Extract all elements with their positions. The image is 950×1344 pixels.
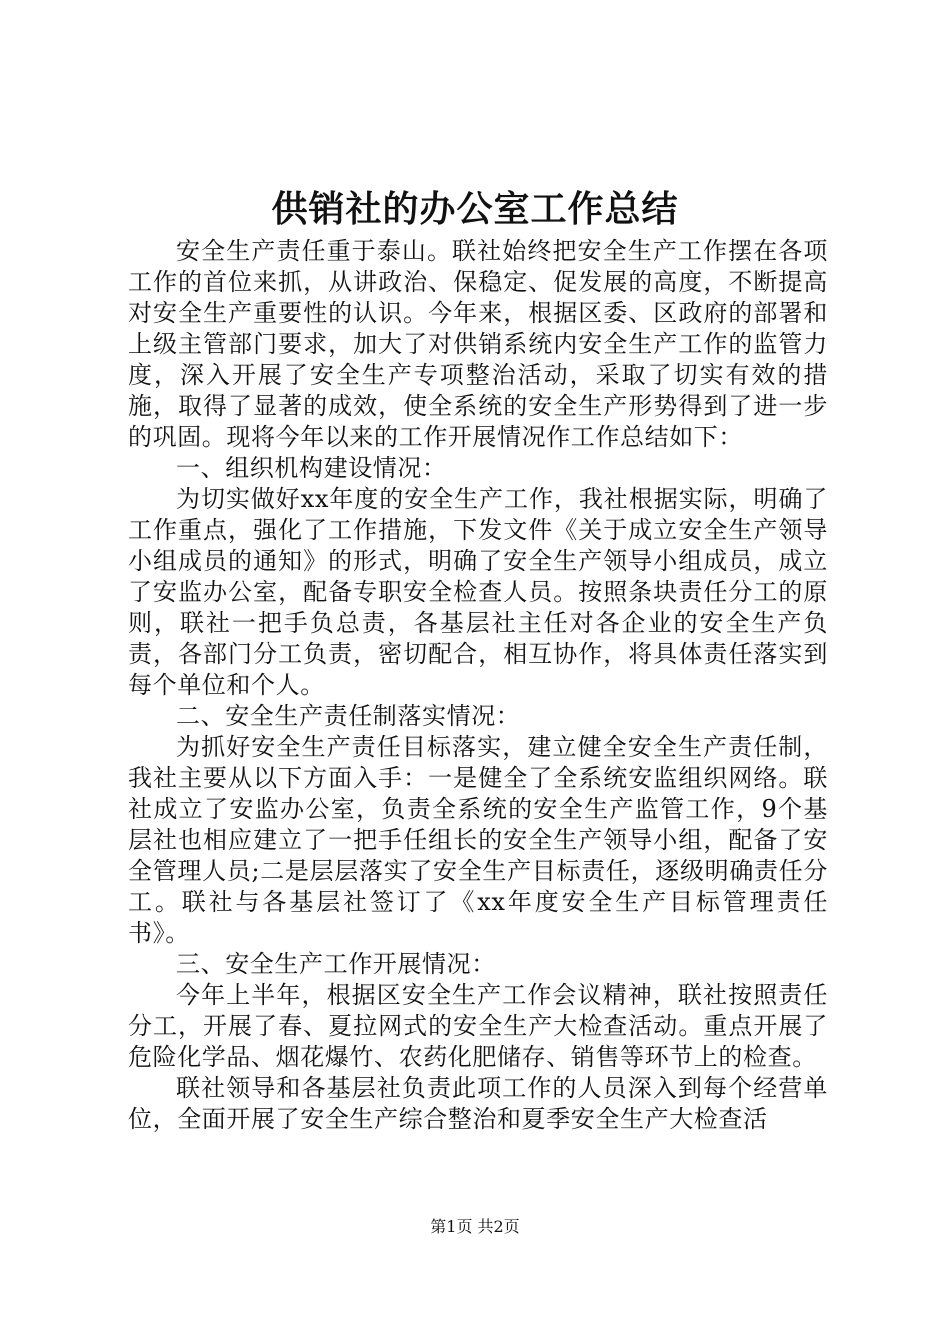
section-heading-3: 三、安全生产工作开展情况： (176, 950, 496, 978)
paragraph-section-3b: 联社领导和各基层社负责此项工作的人员深入到每个经营单位，全面开展了安全生产综合整治和夏季安全生产大检查活 (128, 1074, 828, 1133)
section-heading-1: 一、组织机构建设情况： (176, 454, 447, 482)
paragraph-section-1: 为切实做好xx年度的安全生产工作，我社根据实际，明确了工作重点，强化了工作措施，下发文件《关于成立安全生产领导小组成员的通知》的形式，明确了安全生产领导小组成员，成立了安监办公室，配备专职安全检查人员。按照条块责任分工的原则，联社一把手负总责，各基层社主任对各企业的安全生产负责，各部门分工负责，密切配合，相互协作，将具体责任落实到每个单位和个人。 (128, 485, 828, 699)
paragraph-section-3a: 今年上半年，根据区安全生产工作会议精神，联社按照责任分工，开展了春、夏拉网式的安全生产大检查活动。重点开展了危险化学品、烟花爆竹、农药化肥储存、销售等环节上的检查。 (128, 981, 828, 1071)
paragraph-section-2: 为抓好安全生产责任目标落实，建立健全安全生产责任制，我社主要从以下方面入手：一是健全了全系统安监组织网络。联社成立了安监办公室，负责全系统的安全生产监管工作，9个基层社也相应建立了一把手任组长的安全生产领导小组，配备了安全管理人员;二是层层落实了安全生产目标责任，逐级明确责任分工。联社与各基层社签订了《xx年度安全生产目标管理责任书》。 (128, 733, 828, 947)
document-body (128, 236, 828, 1135)
paragraph-intro: 安全生产责任重于泰山。联社始终把安全生产工作摆在各项工作的首位来抓，从讲政治、保稳定、促发展的高度，不断提高对安全生产重要性的认识。今年来，根据区委、区政府的部署和上级主管部门要求，加大了对供销系统内安全生产工作的监管力度，深入开展了安全生产专项整治活动，采取了切实有效的措施，取得了显著的成效，使全系统的安全生产形势得到了进一步的巩固。现将今年以来的工作开展情况作工作总结如下： (128, 237, 828, 451)
section-heading-2: 二、安全生产责任制落实情况： (176, 702, 521, 730)
page-number-footer: 第1页 共2页 (430, 1217, 520, 1236)
document-title: 供销社的办公室工作总结 (271, 188, 679, 230)
